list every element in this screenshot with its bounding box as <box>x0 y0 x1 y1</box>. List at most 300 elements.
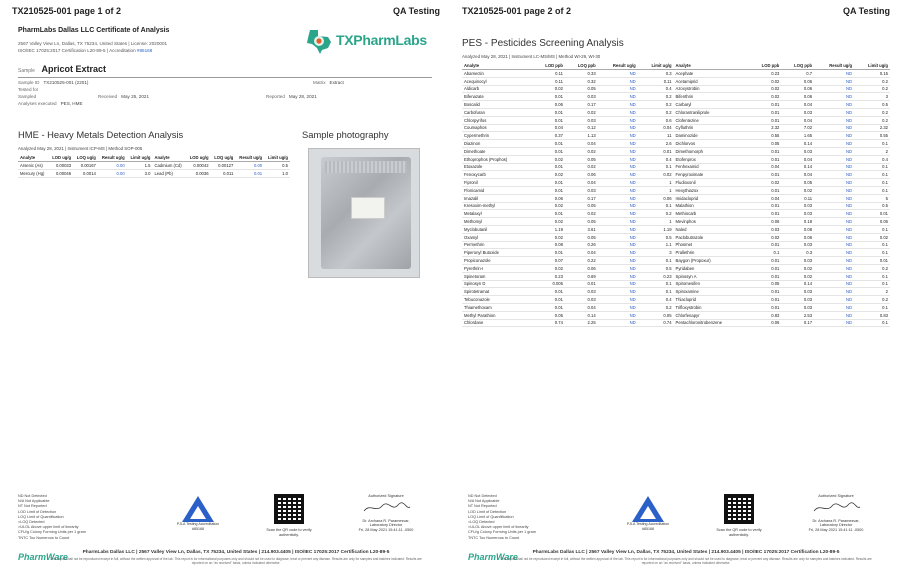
value-cell: 0.01 <box>749 296 781 304</box>
legend-item: CFU/g Colony Forming Units per 1 gram <box>468 530 536 535</box>
value-cell: 0.55 <box>749 132 781 140</box>
page-footer <box>456 490 896 574</box>
abbreviation-legend <box>18 494 128 541</box>
column-header: Analyte <box>674 62 749 70</box>
value-cell: 1.1 <box>638 241 674 249</box>
analyte-cell: Naled <box>674 225 749 233</box>
analyte-cell: Acephate <box>674 70 749 78</box>
value-cell: 0.02 <box>749 233 781 241</box>
signature-icon <box>346 501 426 515</box>
value-cell: 0.69 <box>565 272 598 280</box>
table-row <box>462 163 890 171</box>
analyte-cell: Thiamethoxam <box>462 303 533 311</box>
value-cell: 0.1 <box>854 163 890 171</box>
value-cell: 0.03 <box>565 93 598 101</box>
value-cell: 0.02 <box>533 202 565 210</box>
table-row <box>462 147 890 155</box>
value-cell: 0.1 <box>749 249 781 257</box>
value-cell: 0.1 <box>854 241 890 249</box>
analyte-cell: Daminozide <box>674 132 749 140</box>
analyte-cell: Thiacloprid <box>674 296 749 304</box>
value-cell: 0.17 <box>781 319 814 327</box>
value-cell: 0.02 <box>533 264 565 272</box>
value-cell: 0.00 <box>98 169 127 177</box>
photo-section-title: Sample photography <box>302 129 389 140</box>
value-cell: ND <box>814 296 854 304</box>
legend-item: ND Not Detected <box>468 494 497 498</box>
qa-testing-label: QA Testing <box>843 6 890 16</box>
legend-item: ND Not Detected <box>18 494 47 498</box>
value-cell: 0.33 <box>565 70 598 78</box>
value-cell: 0.2 <box>638 303 674 311</box>
value-cell: 0.5 <box>638 233 674 241</box>
value-cell: ND <box>814 202 854 210</box>
value-cell: 0.02 <box>781 186 814 194</box>
hme-section-subtitle: Analyzed May 28, 2021 | Instrument ICP-MS | Method SOP-005 <box>18 146 143 151</box>
value-cell: ND <box>598 202 638 210</box>
analyte-cell: Spinosyn D <box>462 280 533 288</box>
value-cell: 0.04 <box>565 179 598 187</box>
table-row <box>462 171 890 179</box>
value-cell: ND <box>598 147 638 155</box>
value-cell: 0.01 <box>533 147 565 155</box>
footer-disclaimer: This report shall not be reproduced except in full, without the written approval of the lab. This report is for informational purposes only and should not be used to diagnose, treat or prevent any disease. Results are only for samples and batches indicated. Results are reported on an "as received" basis, unless indicated otherwise. <box>500 557 872 565</box>
value-cell: 0.26 <box>565 241 598 249</box>
value-cell: 0.03 <box>781 202 814 210</box>
column-header: Analyte <box>152 154 186 162</box>
value-cell: ND <box>598 140 638 148</box>
value-cell: 1 <box>638 179 674 187</box>
analyte-cell: Pentachloronitrobenzene <box>674 319 749 327</box>
value-cell: 0.03 <box>781 241 814 249</box>
reported-key: Reported <box>266 94 285 99</box>
legend-item: N/A Not Applicable <box>18 499 50 504</box>
legend-item: <LOQ Detected <box>468 520 495 525</box>
qa-testing-label: QA Testing <box>393 6 440 16</box>
value-cell: 0.0036 <box>186 169 211 177</box>
analyte-cell: Permethrin <box>462 241 533 249</box>
value-cell: 0.02 <box>749 85 781 93</box>
legend-item: >ULOL Above upper limit of linearity <box>468 525 529 530</box>
value-cell: 0.02 <box>854 233 890 241</box>
certificate-page-1 <box>6 0 446 574</box>
pesticides-table <box>462 62 890 327</box>
value-cell: 0.06 <box>533 101 565 109</box>
value-cell: 2 <box>854 147 890 155</box>
qr-caption: Scan the QR code to verify authenticity. <box>266 528 312 537</box>
value-cell: 0.08 <box>533 241 565 249</box>
qr-caption: Scan the QR code to verify authenticity. <box>716 528 762 537</box>
value-cell: ND <box>598 171 638 179</box>
value-cell: 0.005 <box>533 280 565 288</box>
value-cell: 0.22 <box>565 257 598 265</box>
value-cell: ND <box>814 225 854 233</box>
value-cell: 0.04 <box>781 101 814 109</box>
value-cell: 0.1 <box>854 171 890 179</box>
value-cell: 1.5 <box>127 162 153 170</box>
value-cell: 0.4 <box>638 85 674 93</box>
analyte-cell: Imazalil <box>462 194 533 202</box>
column-header: Result ug/g <box>598 62 638 70</box>
value-cell: 0.83 <box>854 311 890 319</box>
value-cell: 2.32 <box>749 124 781 132</box>
value-cell: ND <box>598 319 638 327</box>
reported-value: May 28, 2021 <box>288 94 317 99</box>
value-cell: 0.06 <box>781 77 814 85</box>
value-cell: 1.65 <box>781 132 814 140</box>
value-cell: ND <box>814 70 854 78</box>
value-cell: 0.01 <box>749 288 781 296</box>
value-cell: 0.14 <box>781 163 814 171</box>
value-cell: 0.01 <box>638 147 674 155</box>
analyte-cell: Clofentezine <box>674 116 749 124</box>
value-cell: 0.01 <box>749 108 781 116</box>
value-cell: 0.14 <box>565 311 598 319</box>
value-cell: ND <box>814 163 854 171</box>
value-cell: ND <box>814 233 854 241</box>
pes-section-title: PES - Pesticides Screening Analysis <box>462 38 624 49</box>
value-cell: 0.4 <box>638 155 674 163</box>
value-cell: 0.23 <box>749 70 781 78</box>
analyte-cell: Cypermethrin <box>462 132 533 140</box>
analyte-cell: Cadmium (Cd) <box>152 162 186 170</box>
value-cell: ND <box>814 241 854 249</box>
table-row <box>462 194 890 202</box>
analyte-cell: Methyl Parathion <box>462 311 533 319</box>
value-cell: ND <box>814 93 854 101</box>
analyte-cell: Propiconazole <box>462 257 533 265</box>
table-row <box>462 77 890 85</box>
column-header: Limit ug/g <box>264 154 290 162</box>
value-cell: ND <box>598 225 638 233</box>
table-row <box>462 225 890 233</box>
value-cell: 0.01 <box>235 169 264 177</box>
value-cell: 2.32 <box>854 124 890 132</box>
value-cell: ND <box>598 163 638 171</box>
value-cell: 0.03 <box>565 296 598 304</box>
lab-iso <box>18 47 278 54</box>
value-cell: 0.1 <box>854 179 890 187</box>
value-cell: 0.1 <box>638 163 674 171</box>
received-value: May 25, 2021 <box>121 94 149 99</box>
value-cell: ND <box>814 319 854 327</box>
value-cell: 0.06 <box>781 85 814 93</box>
value-cell: 0.011 <box>211 169 236 177</box>
value-cell: 0.01 <box>749 264 781 272</box>
value-cell: 0.06 <box>565 264 598 272</box>
analyte-cell: Spinetoram <box>462 272 533 280</box>
value-cell: 0.00 <box>98 162 127 170</box>
value-cell: 0.01 <box>565 280 598 288</box>
value-cell: ND <box>814 116 854 124</box>
value-cell: ND <box>598 124 638 132</box>
analyte-cell: Fipronil <box>462 179 533 187</box>
analyte-cell: Azoxystrobin <box>674 85 749 93</box>
value-cell: ND <box>598 241 638 249</box>
value-cell: 0.14 <box>781 140 814 148</box>
value-cell: 0.01 <box>749 155 781 163</box>
sample-key: Sample <box>18 68 35 74</box>
legend-item: LOQ Limit of Quantification <box>18 514 64 519</box>
value-cell: ND <box>598 233 638 241</box>
sample-id-key: Sample ID <box>18 80 40 85</box>
value-cell: ND <box>814 257 854 265</box>
value-cell: ND <box>814 218 854 226</box>
value-cell: 0.15 <box>854 70 890 78</box>
value-cell: 0.2 <box>854 296 890 304</box>
value-cell: 0.01 <box>749 116 781 124</box>
value-cell: 0.32 <box>565 77 598 85</box>
value-cell: 0.05 <box>638 311 674 319</box>
value-cell: 0.06 <box>749 319 781 327</box>
abbreviation-legend <box>468 494 578 541</box>
analyte-cell: Arsenic (As) <box>18 162 49 170</box>
value-cell: ND <box>598 194 638 202</box>
value-cell: 0.1 <box>854 225 890 233</box>
value-cell: 0.01 <box>533 288 565 296</box>
accreditation-link[interactable]: #85168 <box>136 48 153 53</box>
matrix-value: Extract <box>329 80 344 85</box>
signature-date: Fri, 28 May 2021 15:41:11 -0500 <box>808 528 864 533</box>
analyte-cell: Pyrethrin-I <box>462 264 533 272</box>
value-cell: 0.04 <box>781 155 814 163</box>
footer-address: PharmLabs Dallas LLC | 2567 Valley View Ln, Dallas, TX 75234, United States | 214.903.4405 | ISO/IEC 17025:2017 Certification L20-89-5 <box>82 550 390 555</box>
analyte-cell: Acequinocyl <box>462 77 533 85</box>
value-cell: 3.61 <box>565 225 598 233</box>
value-cell: 0.4 <box>854 155 890 163</box>
column-header: Limit ug/g <box>638 62 674 70</box>
qr-code-icon[interactable] <box>274 494 304 524</box>
sample-id-value: TX210525-001 (2201) <box>43 80 89 85</box>
value-cell: 0.01 <box>533 186 565 194</box>
column-header: LOD ppb <box>749 62 781 70</box>
value-cell: ND <box>814 85 854 93</box>
legend-item: LOD Limit of Detection <box>468 509 507 514</box>
analyses-key: Analyses executed <box>18 101 57 106</box>
analyte-cell: Chlorantraniliprole <box>674 108 749 116</box>
analyte-cell: Fenhexamid <box>674 163 749 171</box>
table-row <box>462 249 890 257</box>
value-cell: 0.17 <box>565 194 598 202</box>
value-cell: ND <box>814 140 854 148</box>
column-header: Analyte <box>462 62 533 70</box>
value-cell: 0.02 <box>533 233 565 241</box>
value-cell: ND <box>814 186 854 194</box>
value-cell: 0.00033 <box>49 162 74 170</box>
value-cell: ND <box>598 303 638 311</box>
legend-item: NT Not Reported <box>18 504 47 509</box>
table-row <box>462 280 890 288</box>
pes-section-subtitle: Analyzed May 28, 2021 | Instrument LC-MS/MS | Method WI-29, WI-30 <box>462 54 601 59</box>
value-cell: ND <box>598 296 638 304</box>
sample-line <box>18 64 106 74</box>
value-cell: 0.6 <box>638 116 674 124</box>
lab-address: 2567 Valley View Ln, Dallas, TX 75234, United States | License: 2020001 <box>18 41 168 46</box>
value-cell: ND <box>814 108 854 116</box>
value-cell: ND <box>814 249 854 257</box>
value-cell: ND <box>598 218 638 226</box>
value-cell: 0.18 <box>781 218 814 226</box>
value-cell: 0.04 <box>565 249 598 257</box>
value-cell: 0.02 <box>565 108 598 116</box>
qr-code-icon[interactable] <box>724 494 754 524</box>
value-cell: 0.01 <box>533 163 565 171</box>
analyte-cell: Spiroxamine <box>674 288 749 296</box>
value-cell: 0.83 <box>749 311 781 319</box>
received-key: Received <box>98 94 118 99</box>
value-cell: 0.02 <box>781 272 814 280</box>
table-header-row <box>462 62 890 70</box>
value-cell: 0.4 <box>638 296 674 304</box>
value-cell: 0.02 <box>533 171 565 179</box>
pjla-caption: PJLA Testing Accreditation #85168 <box>176 522 220 531</box>
table-row <box>462 108 890 116</box>
analyte-cell: Chlorfenapyr <box>674 311 749 319</box>
analyte-cell: Spiromesifen <box>674 280 749 288</box>
value-cell: ND <box>598 93 638 101</box>
analyte-cell: Bifenazate <box>462 93 533 101</box>
signatory-role: Laboratory Director <box>819 523 853 528</box>
column-header: LOQ ppb <box>565 62 598 70</box>
value-cell: 0.1 <box>638 288 674 296</box>
analyte-cell: Cyfluthrin <box>674 124 749 132</box>
value-cell: 0.02 <box>638 171 674 179</box>
value-cell: 0.1 <box>854 319 890 327</box>
analyte-cell: Myclobutanil <box>462 225 533 233</box>
value-cell: 0.1 <box>638 257 674 265</box>
value-cell: ND <box>598 132 638 140</box>
value-cell: 0.23 <box>533 272 565 280</box>
value-cell: 0.01 <box>533 116 565 124</box>
analyte-cell: Prallethrin <box>674 249 749 257</box>
value-cell: 0.03 <box>565 116 598 124</box>
value-cell: 0.01 <box>854 210 890 218</box>
value-cell: 0.01 <box>533 108 565 116</box>
value-cell: ND <box>598 108 638 116</box>
legend-item: CFU/g Colony Forming Units per 1 gram <box>18 530 86 535</box>
pharmware-logo: PharmWare <box>468 552 518 562</box>
analyte-cell: Phosmet <box>674 241 749 249</box>
value-cell: 0.2 <box>854 85 890 93</box>
value-cell: 0.00 <box>235 162 264 170</box>
column-header: LOD ppb <box>533 62 565 70</box>
value-cell: 0.11 <box>781 194 814 202</box>
analyte-cell: Piperonyl Butoxide <box>462 249 533 257</box>
value-cell: 0.01 <box>533 179 565 187</box>
analyte-cell: Fludioxonil <box>674 179 749 187</box>
value-cell: 2.53 <box>781 311 814 319</box>
value-cell: 0.02 <box>533 155 565 163</box>
value-cell: 7.02 <box>781 124 814 132</box>
value-cell: ND <box>598 101 638 109</box>
value-cell: 0.05 <box>565 85 598 93</box>
value-cell: 0.01 <box>749 171 781 179</box>
value-cell: 0.2 <box>638 210 674 218</box>
page-header-bar <box>12 6 440 20</box>
legend-item: TNTC Too Numerous to Count <box>468 535 520 540</box>
value-cell: 0.01 <box>854 257 890 265</box>
analyte-cell: Carbofuran <box>462 108 533 116</box>
value-cell: ND <box>598 311 638 319</box>
value-cell: 0.1 <box>638 202 674 210</box>
value-cell: ND <box>814 210 854 218</box>
analyte-cell: Chlorpyrifos <box>462 116 533 124</box>
value-cell: 3 <box>638 249 674 257</box>
table-row <box>462 272 890 280</box>
value-cell: 0.01 <box>749 101 781 109</box>
sampled-key: Sampled <box>18 94 37 99</box>
value-cell: 0.23 <box>638 272 674 280</box>
column-header: LOQ ug/g <box>73 154 98 162</box>
analyte-cell: Mevinphos <box>674 218 749 226</box>
value-cell: 0.02 <box>781 264 814 272</box>
value-cell: ND <box>814 179 854 187</box>
table-row <box>462 132 890 140</box>
signatory-name: Dr. Archana R. Paramesvar, <box>812 518 860 523</box>
table-row <box>462 303 890 311</box>
column-header: Limit ug/g <box>127 154 153 162</box>
texas-map-icon <box>304 26 334 56</box>
analyte-cell: Chlordane <box>462 319 533 327</box>
value-cell: 0.04 <box>781 116 814 124</box>
table-row <box>462 155 890 163</box>
value-cell: 0.5 <box>264 162 290 170</box>
table-row <box>462 311 890 319</box>
divider <box>18 77 432 78</box>
analyte-cell: Fenpyroximate <box>674 171 749 179</box>
analyte-cell: Pyridaben <box>674 264 749 272</box>
column-header: Limit ug/g <box>854 62 890 70</box>
value-cell: 1 <box>638 218 674 226</box>
legend-item: TNTC Too Numerous to Count <box>18 535 70 540</box>
value-cell: 0.55 <box>854 132 890 140</box>
value-cell: 0.01 <box>749 147 781 155</box>
signature-icon <box>796 501 876 515</box>
value-cell: 0.03 <box>781 296 814 304</box>
sample-photo <box>308 148 420 278</box>
value-cell: 0.01 <box>533 249 565 257</box>
value-cell: 1.19 <box>638 225 674 233</box>
value-cell: 0.03 <box>781 303 814 311</box>
value-cell: 0.06 <box>565 171 598 179</box>
bag-seal <box>325 161 407 173</box>
value-cell: 0.07 <box>533 257 565 265</box>
analyte-cell: Spirotetramat <box>462 288 533 296</box>
value-cell: 0.04 <box>565 303 598 311</box>
value-cell: 0.02 <box>749 93 781 101</box>
value-cell: 5 <box>854 194 890 202</box>
table-row <box>462 257 890 265</box>
value-cell: ND <box>814 101 854 109</box>
value-cell: ND <box>598 116 638 124</box>
value-cell: 0.1 <box>854 303 890 311</box>
value-cell: 0.05 <box>749 280 781 288</box>
table-row <box>462 218 890 226</box>
value-cell: ND <box>598 210 638 218</box>
analyte-cell: Mercury (Hg) <box>18 169 49 177</box>
table-row <box>462 210 890 218</box>
value-cell: 0.05 <box>533 311 565 319</box>
value-cell: 0.04 <box>565 140 598 148</box>
pjla-accreditation-logo <box>626 496 670 534</box>
analyte-cell: Tebuconazole <box>462 296 533 304</box>
value-cell: 0.02 <box>749 179 781 187</box>
column-header: Analyte <box>18 154 49 162</box>
value-cell: ND <box>814 272 854 280</box>
sample-bag-image <box>321 157 411 269</box>
value-cell: 0.03 <box>565 288 598 296</box>
analyte-cell: Etofenprox <box>674 155 749 163</box>
